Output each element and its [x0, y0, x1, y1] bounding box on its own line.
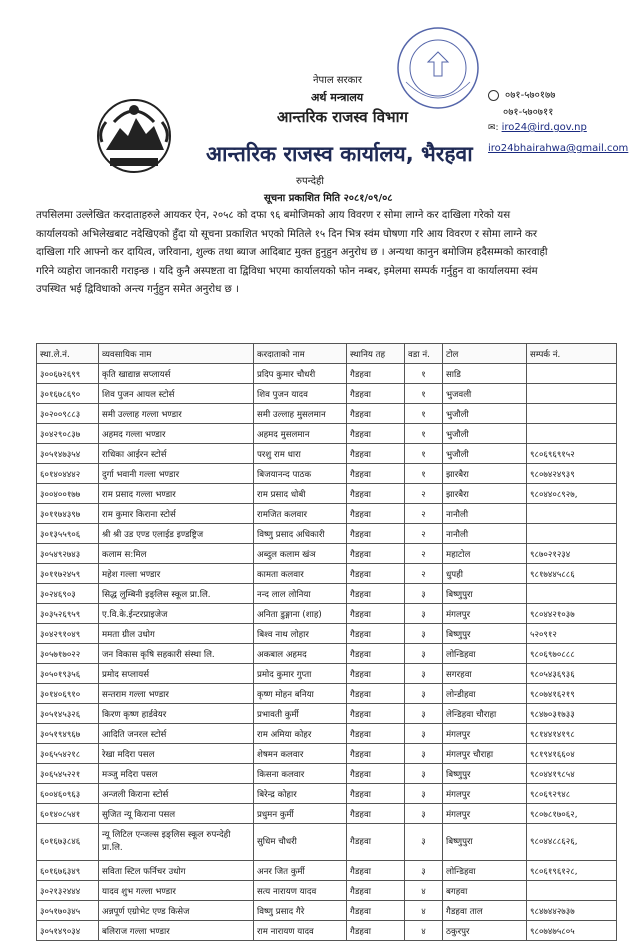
- table-cell: ९८४७०३१७३३: [527, 704, 617, 724]
- email-row-2[interactable]: [488, 143, 628, 154]
- table-cell: ३: [405, 704, 443, 724]
- table-cell: ३०५१४७३५४: [37, 444, 99, 464]
- phone-row-1: ०७१-५७०१७७: [488, 87, 555, 101]
- table-cell: ३: [405, 724, 443, 744]
- table-cell: १: [405, 384, 443, 404]
- table-cell: ४: [405, 881, 443, 901]
- department-label: आन्तरिक राजस्व विभाग: [277, 108, 408, 126]
- table-cell: ३०२४६९०३: [37, 584, 99, 604]
- table-cell: भुजौली: [443, 444, 527, 464]
- table-row: [37, 684, 617, 704]
- table-cell: [527, 424, 617, 444]
- table-cell: राधिका आईरन स्टोर्स: [99, 444, 254, 464]
- table-cell: ३: [405, 784, 443, 804]
- table-cell: बलिराज गल्ला भण्डार: [99, 921, 254, 941]
- table-cell: [527, 504, 617, 524]
- table-cell: ९८१९४१६६०४: [527, 744, 617, 764]
- col-header: स्था.ले.नं.: [37, 344, 99, 364]
- table-cell: परशु राम धारा: [254, 444, 347, 464]
- table-cell: अन्नपूर्ण एग्रोभेट एण्ड किसेज: [99, 901, 254, 921]
- nepal-emblem-icon: [92, 92, 176, 176]
- table-row: [37, 744, 617, 764]
- table-cell: सुजित न्यू किराना पसल: [99, 804, 254, 824]
- table-cell: ५२०९१२: [527, 624, 617, 644]
- table-cell: शिव पुजन आयल स्टोर्स: [99, 384, 254, 404]
- table-cell: गैडहवा: [347, 424, 405, 444]
- table-cell: रामजित कलवार: [254, 504, 347, 524]
- table-cell: ३०४२९०८३७: [37, 424, 99, 444]
- mail-icon: ✉:: [488, 123, 499, 133]
- table-row: [37, 824, 617, 861]
- table-cell: १: [405, 424, 443, 444]
- table-cell: कामता कलवार: [254, 564, 347, 584]
- email-row-1[interactable]: [488, 122, 587, 133]
- table-cell: झारबैरा: [443, 484, 527, 504]
- table-cell: बिश्व नाथ लोहार: [254, 624, 347, 644]
- table-row: [37, 504, 617, 524]
- table-cell: ठकुरपुर: [443, 921, 527, 941]
- table-cell: मंगलपुर: [443, 724, 527, 744]
- table-cell: गैडहवा: [347, 724, 405, 744]
- table-cell: ३: [405, 684, 443, 704]
- table-cell: गैडहवा: [347, 784, 405, 804]
- table-cell: ए.वि.के.ईन्टरप्राइजेज: [99, 604, 254, 624]
- table-cell: झारबैरा: [443, 464, 527, 484]
- table-cell: [527, 384, 617, 404]
- table-cell: ३०६५५४२१८: [37, 744, 99, 764]
- table-cell: गैडहवा: [347, 901, 405, 921]
- table-cell: गैडहवा: [347, 881, 405, 901]
- table-cell: ९८०४४०८९२७,: [527, 484, 617, 504]
- table-row: [37, 364, 617, 384]
- table-cell: गैडहवा ताल: [443, 901, 527, 921]
- table-cell: जन विकास कृषि सहकारी संस्था लि.: [99, 644, 254, 664]
- table-cell: ३०११७२४५९: [37, 564, 99, 584]
- table-row: [37, 544, 617, 564]
- table-cell: बिरेन्द्र कोहार: [254, 784, 347, 804]
- table-cell: बिजयानन्द पाठक: [254, 464, 347, 484]
- table-cell: राम नारायण यादव: [254, 921, 347, 941]
- table-row: [37, 664, 617, 684]
- col-header: टोल: [443, 344, 527, 364]
- table-cell: राम अमिया कोहर: [254, 724, 347, 744]
- table-cell: लेन्डिहवा चौराहा: [443, 704, 527, 724]
- table-row: [37, 644, 617, 664]
- table-cell: मंगलपुर: [443, 604, 527, 624]
- table-cell: साडि: [443, 364, 527, 384]
- table-row: [37, 564, 617, 584]
- table-cell: भुजौली: [443, 424, 527, 444]
- table-cell: ६००४६०९६३: [37, 784, 99, 804]
- table-cell: बिष्णुपुरा: [443, 584, 527, 604]
- table-cell: सविता स्टिल फर्निचर उधोग: [99, 861, 254, 881]
- ministry-label: अर्थ मन्त्रालय: [311, 91, 364, 104]
- table-row: [37, 464, 617, 484]
- table-cell: ३: [405, 824, 443, 861]
- table-cell: ३: [405, 861, 443, 881]
- table-cell: भुजवली: [443, 384, 527, 404]
- table-cell: ९८०७८१७०६२,: [527, 804, 617, 824]
- table-cell: ३०१४०६९१०: [37, 684, 99, 704]
- table-cell: धुपही: [443, 564, 527, 584]
- table-row: [37, 584, 617, 604]
- col-header: सम्पर्क नं.: [527, 344, 617, 364]
- table-cell: गैडहवा: [347, 644, 405, 664]
- table-cell: अनिता डुङ्गाना (शाह): [254, 604, 347, 624]
- table-cell: गैडहवा: [347, 404, 405, 424]
- table-cell: ९८१४४१४१९८: [527, 724, 617, 744]
- table-cell: ३: [405, 764, 443, 784]
- table-cell: कृष्ण मोहन बनिया: [254, 684, 347, 704]
- table-cell: अकबाल अहमद: [254, 644, 347, 664]
- table-cell: नानौली: [443, 504, 527, 524]
- table-cell: [527, 584, 617, 604]
- table-cell: ९८०७४७५८०५: [527, 921, 617, 941]
- table-cell: गैडहवा: [347, 504, 405, 524]
- col-header: करदाताको नाम: [254, 344, 347, 364]
- table-cell: गैडहवा: [347, 364, 405, 384]
- table-row: [37, 784, 617, 804]
- table-cell: ९८०६९७०८८८: [527, 644, 617, 664]
- notice-line: गरिने व्यहोरा जानकारी गराइन्छ । यदि कुनै अस्पष्टता वा द्विविधा भएमा कार्यालयको फोन नम्बर, इमेलमा सम्पर्क गर्नुहुन वा कार्यालयमा स्वंम: [36, 265, 538, 277]
- gov-label: नेपाल सरकार: [313, 75, 362, 86]
- table-cell: अब्दुल कलाम खंञ: [254, 544, 347, 564]
- table-cell: ३०१६७८६९०: [37, 384, 99, 404]
- table-header-row: [37, 344, 617, 364]
- table-cell: ३००६७२६९९: [37, 364, 99, 384]
- table-row: [37, 444, 617, 464]
- table-cell: ९८०४४२१०३७: [527, 604, 617, 624]
- table-cell: ३: [405, 584, 443, 604]
- table-cell: गैडहवा: [347, 664, 405, 684]
- notice-line: दाखिला गरि आफ्नो कर दायित्व, जरिवाना, शुल्क तथा ब्याज आदिबाट मुक्त हुनुहुन अनुरोध छ । अन्यथा कानुन बमोजिम हदैसम्मको कारवाही: [36, 247, 548, 258]
- table-cell: ९८०७४२४९३९: [527, 464, 617, 484]
- table-cell: ९८०६९६९१५२: [527, 444, 617, 464]
- table-row: [37, 804, 617, 824]
- table-row: [37, 624, 617, 644]
- table-cell: किसना कलवार: [254, 764, 347, 784]
- office-title: आन्तरिक राजस्व कार्यालय, भैरहवा: [206, 142, 473, 166]
- table-cell: नानौली: [443, 524, 527, 544]
- table-cell: गैडहवा: [347, 921, 405, 941]
- phone-row-2: ०७१-५७०७११: [503, 107, 554, 118]
- table-cell: ३०६५४५२२१: [37, 764, 99, 784]
- table-cell: ९८४७४४२७३७: [527, 901, 617, 921]
- table-cell: ३०५०१९३५६: [37, 664, 99, 684]
- table-row: [37, 861, 617, 881]
- table-cell: भुजौली: [443, 404, 527, 424]
- col-header: व्यवसायिक नाम: [99, 344, 254, 364]
- table-cell: सुधिम चौधरी: [254, 824, 347, 861]
- email-link-2[interactable]: iro24bhairahwa@gmail.com: [488, 143, 629, 154]
- notice-line: तपसिलमा उल्लेखित करदाताहरुले आयकर ऐन, २०५८ को दफा ९६ बमोजिमको आय विवरण र सोमा लाग्ने कर दाखिला गरेको यस: [36, 210, 511, 221]
- table-row: [37, 384, 617, 404]
- table-cell: ३०५७१७०२२: [37, 644, 99, 664]
- table-row: [37, 921, 617, 941]
- table-cell: ६०१४०८५४१: [37, 804, 99, 824]
- table-row: [37, 524, 617, 544]
- table-cell: ३: [405, 604, 443, 624]
- table-cell: समी उल्लाह मुसलमान: [254, 404, 347, 424]
- table-cell: दुर्गा भवानी गल्ला भण्डार: [99, 464, 254, 484]
- table-cell: नन्द लाल लोनिया: [254, 584, 347, 604]
- table-cell: प्रमोद सप्लायर्स: [99, 664, 254, 684]
- table-cell: राम प्रसाद धोबी: [254, 484, 347, 504]
- notice-body: [36, 207, 616, 300]
- table-cell: किरण कृष्ण हार्डवेयर: [99, 704, 254, 724]
- table-cell: ३: [405, 804, 443, 824]
- table-cell: गैडहवा: [347, 804, 405, 824]
- table-cell: गैडहवा: [347, 704, 405, 724]
- table-cell: समी उल्लाह गल्ला भण्डार: [99, 404, 254, 424]
- table-cell: अहमद मुसलमान: [254, 424, 347, 444]
- table-cell: गैडहवा: [347, 861, 405, 881]
- table-cell: गैडहवा: [347, 824, 405, 861]
- table-cell: गैडहवा: [347, 744, 405, 764]
- table-row: [37, 604, 617, 624]
- table-cell: विष्णु प्रसाद अधिकारी: [254, 524, 347, 544]
- table-cell: [527, 524, 617, 544]
- table-cell: लोन्डिहवा: [443, 861, 527, 881]
- table-cell: २: [405, 564, 443, 584]
- table-row: [37, 881, 617, 901]
- table-cell: सत्य नारायण यादव: [254, 881, 347, 901]
- table-cell: १: [405, 444, 443, 464]
- table-cell: [527, 404, 617, 424]
- table-cell: ३०५१४९०३४: [37, 921, 99, 941]
- table-cell: गैडहवा: [347, 624, 405, 644]
- table-cell: बिष्णुपुर: [443, 764, 527, 784]
- table-row: [37, 704, 617, 724]
- table-cell: रेखा मदिरा पसल: [99, 744, 254, 764]
- table-cell: ६०१४०४४४२: [37, 464, 99, 484]
- notice-line: कार्यालयको अभिलेखबाट नदेखिएको हुँदा यो सूचना प्रकाशित भएको मितिले १५ दिन भित्र स्वंम घोषणा गरि आय विवरण र सोमा लाग्ने कर: [36, 228, 538, 240]
- table-cell: गैडहवा: [347, 604, 405, 624]
- table-cell: १: [405, 364, 443, 384]
- table-cell: प्रमोद कुमार गुप्ता: [254, 664, 347, 684]
- table-cell: ९८०६१९६१२८,: [527, 861, 617, 881]
- table-cell: राम कुमार किराना स्टोर्स: [99, 504, 254, 524]
- table-cell: ३०२००९८८३: [37, 404, 99, 424]
- table-cell: ९८०५४३६९३६: [527, 664, 617, 684]
- table-cell: गैडहवा: [347, 564, 405, 584]
- table-cell: न्यू लिटिल एन्जल्स इङ्लिस स्कूल रुपन्देही प्रा.लि.: [99, 824, 254, 861]
- col-header: वडा नं.: [405, 344, 443, 364]
- table-cell: ३०५४९२७४३: [37, 544, 99, 564]
- col-header: स्थानिय तह: [347, 344, 405, 364]
- table-cell: प्रधुमन कुर्मी: [254, 804, 347, 824]
- table-cell: ४: [405, 901, 443, 921]
- table-cell: मंगलपुर: [443, 804, 527, 824]
- table-cell: गैडहवा: [347, 764, 405, 784]
- table-row: [37, 901, 617, 921]
- table-cell: सिद्ध लुम्बिनी इङ्लिस स्कूल प्रा.लि.: [99, 584, 254, 604]
- table-cell: शेषमन कलवार: [254, 744, 347, 764]
- table-cell: ६०१६७६३४९: [37, 861, 99, 881]
- table-row: [37, 724, 617, 744]
- table-cell: सगरहवा: [443, 664, 527, 684]
- table-cell: कृति खाद्यान्न सप्लायर्स: [99, 364, 254, 384]
- table-cell: विष्णु प्रसाद गैरे: [254, 901, 347, 921]
- table-cell: ३: [405, 624, 443, 644]
- table-cell: बिष्णुपुर: [443, 624, 527, 644]
- table-cell: ९८०४४८८६२६,: [527, 824, 617, 861]
- table-cell: बगहवा: [443, 881, 527, 901]
- table-cell: गैडहवा: [347, 464, 405, 484]
- table-cell: ३: [405, 744, 443, 764]
- table-cell: ३: [405, 664, 443, 684]
- table-cell: मंगलपुर चौराहा: [443, 744, 527, 764]
- table-cell: गैडहवा: [347, 684, 405, 704]
- table-cell: गैडहवा: [347, 444, 405, 464]
- table-cell: २: [405, 504, 443, 524]
- table-cell: ९८१७४४५८८६: [527, 564, 617, 584]
- table-cell: अनर जित कुर्मी: [254, 861, 347, 881]
- table-cell: राम प्रसाद गल्ला भण्डार: [99, 484, 254, 504]
- table-cell: महाटोल: [443, 544, 527, 564]
- table-cell: सन्तराम गल्ला भण्डार: [99, 684, 254, 704]
- publish-date: सूचना प्रकाशित मिति २०८१/०९/०८: [264, 193, 393, 204]
- table-cell: ३०५१४५३२६: [37, 704, 99, 724]
- table-cell: शिव पुजन यादव: [254, 384, 347, 404]
- email-link-1[interactable]: iro24@ird.gov.np: [501, 122, 587, 133]
- table-cell: लोन्डीहवा: [443, 684, 527, 704]
- table-cell: ३०३५२६९५९: [37, 604, 99, 624]
- table-cell: ६०१६७३८४६: [37, 824, 99, 861]
- table-cell: ३: [405, 644, 443, 664]
- table-cell: महेश गल्ला भण्डार: [99, 564, 254, 584]
- table-row: [37, 484, 617, 504]
- table-cell: [527, 364, 617, 384]
- notice-line: उपस्थित भई द्विविधाको अन्त्य गर्नुहुन समेत अनुरोध छ ।: [36, 284, 239, 295]
- table-cell: कलाम स:मिल: [99, 544, 254, 564]
- table-cell: १: [405, 464, 443, 484]
- table-row: [37, 764, 617, 784]
- table-cell: १: [405, 404, 443, 424]
- table-cell: २: [405, 484, 443, 504]
- table-cell: बिष्णुपुरा: [443, 824, 527, 861]
- table-cell: ३०१३५५९०६: [37, 524, 99, 544]
- office-seal-icon: [392, 22, 484, 114]
- table-cell: गैडहवा: [347, 384, 405, 404]
- table-cell: ९८०६९२९४८: [527, 784, 617, 804]
- table-cell: २: [405, 544, 443, 564]
- table-cell: प्रदिप कुमार चौधरी: [254, 364, 347, 384]
- table-cell: मंगलपुर: [443, 784, 527, 804]
- phone-icon: [488, 90, 499, 101]
- table-cell: अहमद गल्ला भण्डार: [99, 424, 254, 444]
- table-row: [37, 404, 617, 424]
- table-cell: आदिति जनरल स्टोर्स: [99, 724, 254, 744]
- table-cell: [527, 881, 617, 901]
- table-cell: ९८७०२१२३४: [527, 544, 617, 564]
- table-cell: ३००४००१७७: [37, 484, 99, 504]
- table-cell: ३०२१३२४४४: [37, 881, 99, 901]
- table-cell: ९८०४४१९८५४: [527, 764, 617, 784]
- table-cell: ३०११७४३९७: [37, 504, 99, 524]
- table-cell: यादव शुभ गल्ला भण्डार: [99, 881, 254, 901]
- table-cell: श्री श्री उड एण्ड एलाईड इण्डष्ट्रिज: [99, 524, 254, 544]
- taxpayer-table: [36, 343, 617, 941]
- table-cell: ३०५१७०३४५: [37, 901, 99, 921]
- table-cell: ३०५१९४९६७: [37, 724, 99, 744]
- table-cell: २: [405, 524, 443, 544]
- table-cell: गैडहवा: [347, 524, 405, 544]
- table-cell: ३०४२९१०४९: [37, 624, 99, 644]
- table-cell: ९८०७४१६२१९: [527, 684, 617, 704]
- table-cell: गैडहवा: [347, 584, 405, 604]
- table-row: [37, 424, 617, 444]
- table-cell: अन्जली किराना स्टोर्स: [99, 784, 254, 804]
- table-cell: गैडहवा: [347, 544, 405, 564]
- table-cell: लोन्डिहवा: [443, 644, 527, 664]
- table-cell: ममता ग्रील उधोग: [99, 624, 254, 644]
- district-label: रुपन्देही: [296, 176, 324, 187]
- table-cell: प्रभावती कुर्मी: [254, 704, 347, 724]
- table-cell: गैडहवा: [347, 484, 405, 504]
- table-cell: मञ्जु मदिरा पसल: [99, 764, 254, 784]
- table-cell: ४: [405, 921, 443, 941]
